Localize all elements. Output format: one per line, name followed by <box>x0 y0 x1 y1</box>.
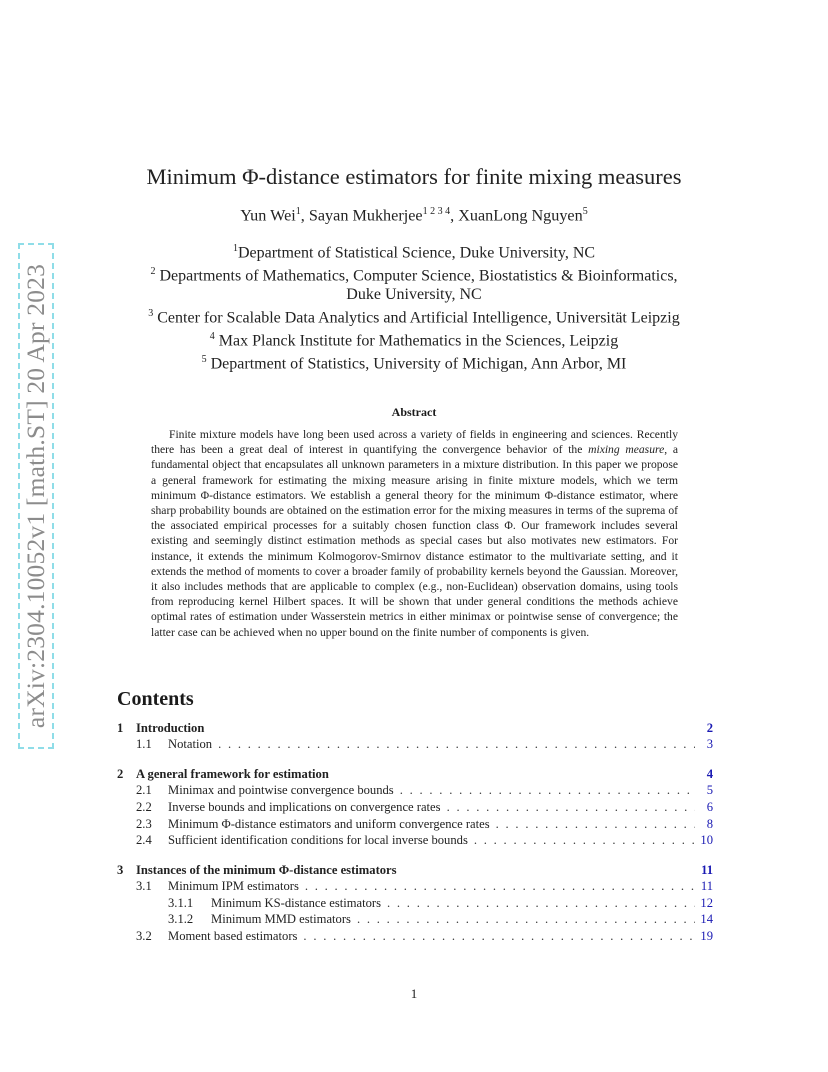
page-number: 1 <box>410 986 418 1001</box>
toc-leader-dots <box>299 879 695 894</box>
author-name: XuanLong Nguyen <box>458 206 583 225</box>
abstract-heading: Abstract <box>391 405 437 419</box>
toc-page-link[interactable]: 11 <box>700 879 713 893</box>
toc-page-link[interactable]: 4 <box>706 767 713 781</box>
author-affil-marker: 1 <box>295 206 301 217</box>
toc-section[interactable]: 1 Introduction 2 <box>117 721 713 735</box>
toc-page-link[interactable]: 11 <box>701 863 713 877</box>
toc-leader-dots <box>394 783 695 798</box>
toc-section[interactable]: 2 A general framework for estimation 4 <box>117 767 713 781</box>
toc-subsubsection[interactable]: 3.1.1 Minimum KS-distance estimators . . . 12 <box>117 896 713 912</box>
toc-page-link[interactable]: 3 <box>706 737 713 751</box>
toc-page-link[interactable]: 12 <box>700 896 713 910</box>
toc-subsection[interactable]: 2.1 Minimax and pointwise convergence bounds . . . 5 <box>117 783 713 799</box>
author-affil-marker: 5 <box>582 206 588 217</box>
author-list: Yun Wei$^1$, Sayan Mukherjee$^{1 2 3 4}$, XuanLong Nguyen$^5$ <box>240 206 588 225</box>
toc-subsection[interactable]: 2.2 Inverse bounds and implications on convergence rates . . . 6 <box>117 800 713 816</box>
toc-page-link[interactable]: 2 <box>706 721 713 735</box>
toc-leader-dots <box>490 817 695 832</box>
arxiv-identifier: arXiv:2304.10052v1 [math.ST] 20 Apr 2023 <box>21 263 50 729</box>
toc-subsubsection[interactable]: 3.1.2 Minimum MMD estimators . . . 14 <box>117 912 713 928</box>
toc-page-link[interactable]: 6 <box>706 800 713 814</box>
affiliations <box>0 240 828 374</box>
affiliation-line: $^4$ Max Planck Institute for Mathematics in the Sciences, Leipzig <box>209 330 619 350</box>
affiliation-line: $^1$Department of Statistical Science, Duke University, NC <box>232 243 596 262</box>
toc-leader-dots <box>297 929 695 944</box>
affiliation-line: $^5$ Department of Statistics, University of Michigan, Ann Arbor, MI <box>201 353 627 373</box>
toc-subsection[interactable]: 3.2 Moment based estimators . . . 19 <box>117 929 713 945</box>
toc-page-link[interactable]: 5 <box>706 783 713 797</box>
contents-heading: Contents <box>117 688 194 710</box>
toc-leader-dots <box>381 896 695 911</box>
toc-subsection[interactable]: 2.3 Minimum Φ-distance estimators and uniform convergence rates . . . 8 <box>117 817 713 833</box>
toc-subsection[interactable]: 3.1 Minimum IPM estimators . . . 11 <box>117 879 713 895</box>
toc-leader-dots <box>351 912 695 927</box>
author-name: Yun Wei <box>240 206 296 225</box>
toc-page-link[interactable]: 14 <box>700 912 713 926</box>
author-name: Sayan Mukherjee <box>308 206 423 225</box>
affiliation-line: $^3$ Center for Scalable Data Analytics and Artificial Intelligence, Universität Leipzig <box>148 307 680 327</box>
toc-section[interactable]: 3 Instances of the minimum Φ-distance estimators 11 <box>117 863 713 877</box>
toc-leader-dots <box>441 800 695 815</box>
paper-title: Minimum Φ-distance estimators for finite mixing measures <box>146 164 682 189</box>
toc-subsection[interactable]: 1.1 Notation . . . 3 <box>117 737 713 753</box>
abstract-emphasis: mixing measure <box>588 443 665 457</box>
toc-page-link[interactable]: 10 <box>700 833 713 847</box>
abstract-text: Finite mixture models have long been used across a variety of fields in engineering and sciences. Recently there has been a great deal of interest in quantifying the convergence behavior of the mixing measure, a fundamental object that encapsulates all unknown parameters in a mixture distribution. In this paper we propose a general framework for estimating the mixing measure arising in finite mixture models, which we term minimum Φ-distance estimators. We establish a general theory for the minimum Φ-distance estimator, where sharp probability bounds are obtained on the estimation error for the mixing measures in terms of the suprema of the associated empirical processes for a suitably chosen function class Φ. Our framework includes several existing and seemingly distinct estimation methods as special cases but also motivates new estimators. For instance, it extends the minimum Kolmogorov-Smirnov distance estimator to the multivariate setting, and it extends the method of moments to cover a broader family of probability kernels beyond the Gaussian. Moreover, it also includes methods that are applicable to complex (e.g., non-Euclidean) observation domains, using tools from reproducing kernel Hilbert spaces. It will be shown that under general conditions the methods achieve optimal rates of estimation under Wasserstein metrics in either minimax or pointwise sense of convergence; the latter case can be achieved when no upper bound on the finite number of components is given. <box>151 428 678 639</box>
toc-leader-dots <box>212 737 695 752</box>
author-affil-marker: 1 2 3 4 <box>422 206 451 217</box>
affiliation-line: Duke University, NC <box>346 286 482 304</box>
toc-leader-dots <box>468 833 695 848</box>
affiliation-line: $^2$ Departments of Mathematics, Computer Science, Biostatistics & Bioinformatics, <box>150 266 678 285</box>
toc-page-link[interactable]: 19 <box>700 929 713 943</box>
toc-page-link[interactable]: 8 <box>706 817 713 831</box>
toc-subsection[interactable]: 2.4 Sufficient identification conditions for local inverse bounds . . . 10 <box>117 833 713 849</box>
